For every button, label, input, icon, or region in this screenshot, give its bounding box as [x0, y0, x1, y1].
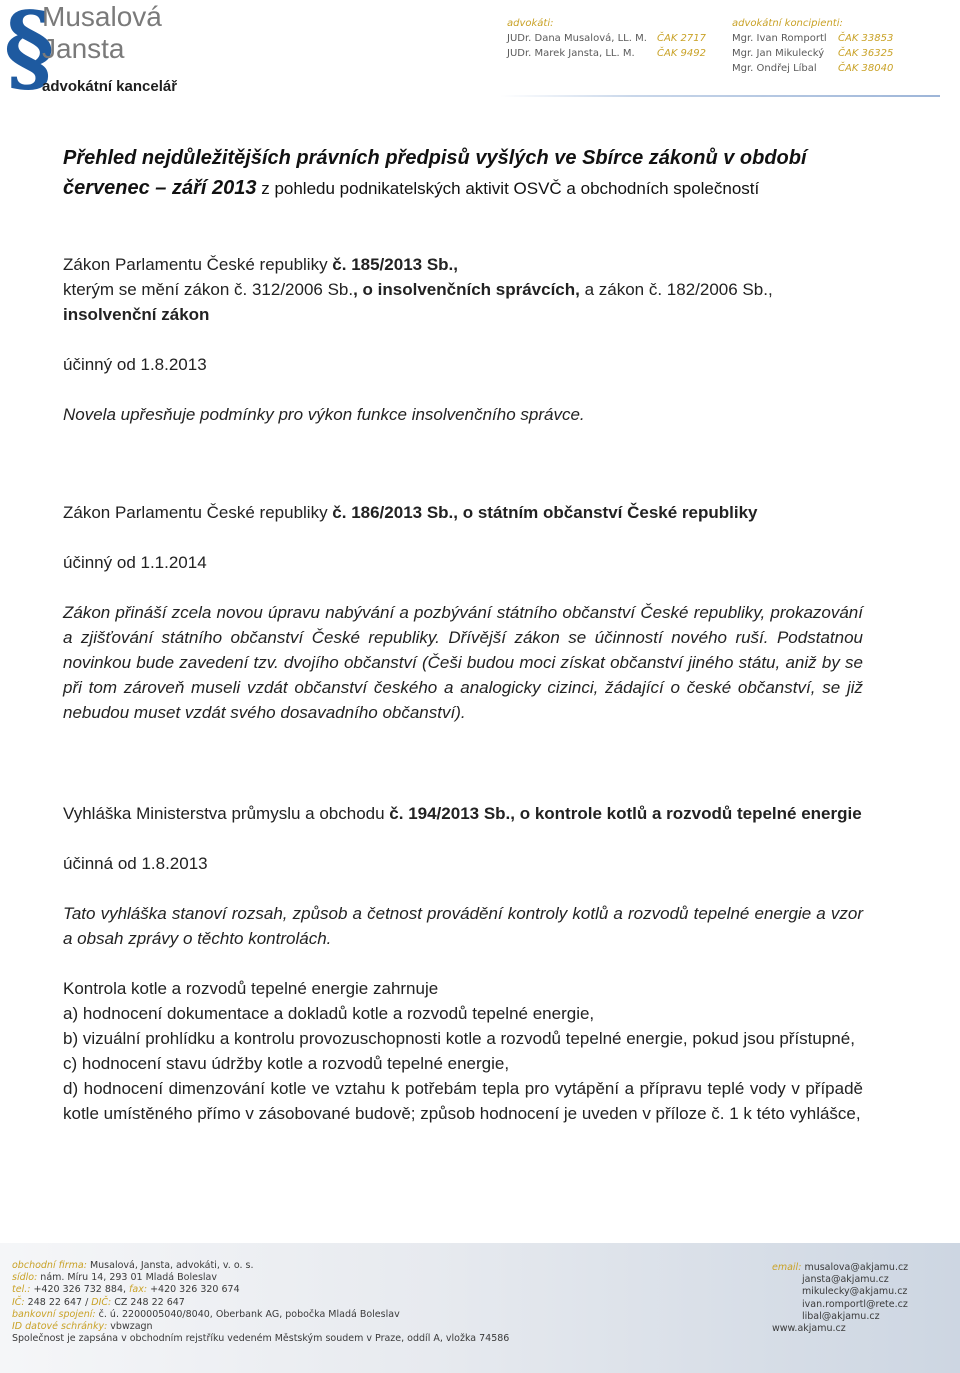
logo-subtitle: advokátní kancelář: [42, 78, 178, 95]
advocate-row: JUDr. Dana Musalová, LL. M. ČAK 2717: [507, 33, 707, 44]
footer-line: sídlo: nám. Míru 14, 293 01 Mladá Boleslav: [12, 1272, 217, 1284]
footer-line: Společnost je zapsána v obchodním rejstříku vedeném Městským soudem v Praze, oddíl A, vložka 74586: [12, 1333, 510, 1345]
trainee-row: Mgr. Ivan Romportl ČAK 33853: [732, 33, 894, 44]
email-link[interactable]: musalova@akjamu.cz: [804, 1262, 909, 1273]
trainee-row: Mgr. Ondřej Líbal ČAK 38040: [732, 63, 894, 74]
footer-email-row: [772, 1299, 908, 1311]
trainees-list: [732, 16, 942, 76]
website-link[interactable]: www.akjamu.cz: [772, 1323, 846, 1335]
advocates-label: advokáti:: [507, 18, 554, 29]
advocates-list: [507, 16, 717, 61]
list-item: a) hodnocení dokumentace a dokladů kotle a rozvodů tepelné energie,: [63, 1004, 595, 1023]
email-link[interactable]: mikulecky@akjamu.cz: [802, 1286, 908, 1298]
section-description: Novela upřesňuje podmínky pro výkon funkce insolvenčního správce.: [63, 405, 585, 424]
section-heading: Zákon Parlamentu České republiky č. 186/2013 Sb., o státním občanství České republiky: [63, 503, 758, 522]
firm-logo: [4, 0, 204, 104]
section-law-186: [63, 500, 863, 725]
footer-email-row: [772, 1286, 908, 1298]
list-item: d) hodnocení dimenzování kotle ve vztahu k potřebám tepla pro vytápění a přípravu teplé vody v případě kotle umístěného přímo v zásobované budově; způsob hodnocení je uveden v příloze č. 1 k této vyhlášce,: [63, 1079, 863, 1123]
effective-date: účinný od 1.1.2014: [63, 553, 207, 572]
footer-web-row: [772, 1323, 908, 1335]
email-link[interactable]: jansta@akjamu.cz: [802, 1274, 889, 1286]
footer-line: obchodní firma: Musalová, Jansta, advokáti, v. o. s.: [12, 1260, 254, 1271]
footer-line: tel.: +420 326 732 884, fax: +420 326 320 674: [12, 1284, 240, 1296]
trainees-label: advokátní koncipienti:: [732, 18, 843, 29]
document-title: [63, 143, 863, 204]
advocate-row: JUDr. Marek Jansta, LL. M. ČAK 9492: [507, 48, 707, 59]
footer-email-row: [772, 1311, 908, 1323]
section-description: Zákon přináší zcela novou úpravu nabývání a pozbývání státního občanství České republiky, prokazování a zjišťování státního občanství České republiky. Dřívější zákon se účinností nového ruší. Podstatnou novinkou bude zavedení tzv. dvojího občanství (Češi budou moci získat občanství jiného státu, aniž by se při tom zároveň museli vzdát občanství českého a analogicky cizinci, žádající o české občanství, se již nebudou muset vzdát svého dosavadního občanství).: [63, 603, 863, 722]
title-line1: Přehled nejdůležitějších právních předpisů vyšlých ve Sbírce zákonů v období: [63, 147, 807, 169]
list-item: b) vizuální prohlídku a kontrolu provozuschopnosti kotle a rozvodů tepelné energie, pokud jsou přístupné,: [63, 1029, 855, 1048]
footer-contacts: [772, 1262, 908, 1335]
footer-line: ID datové schránky: vbwzagn: [12, 1321, 153, 1333]
section-heading-cont: insolvenční zákon: [63, 305, 210, 324]
section-description: Tato vyhláška stanoví rozsah, způsob a četnost provádění kontroly kotlů a rozvodů tepelné energie a vzor a obsah zprávy o těchto kontrolách.: [63, 904, 863, 948]
section-heading-cont: kterým se mění zákon č. 312/2006 Sb., o insolvenčních správcích, a zákon č. 182/2006 Sb.,: [63, 280, 773, 299]
section-heading: Vyhláška Ministerstva průmyslu a obchodu č. 194/2013 Sb., o kontrole kotlů a rozvodů tepelné energie: [63, 804, 862, 823]
logo-line2: Jansta: [42, 33, 125, 64]
logo-line1: Musalová: [42, 1, 162, 32]
effective-date: účinný od 1.8.2013: [63, 355, 207, 374]
title-line2: červenec – září 2013 z pohledu podnikatelských aktivit OSVČ a obchodních společností: [63, 177, 760, 199]
list-intro: Kontrola kotle a rozvodů tepelné energie zahrnuje: [63, 979, 439, 998]
footer-line: bankovní spojení: č. ú. 2200005040/8040, Oberbank AG, pobočka Mladá Boleslav: [12, 1308, 400, 1320]
footer-company-info: [12, 1260, 509, 1345]
section-law-185: [63, 252, 863, 427]
email-link[interactable]: ivan.romportl@rete.cz: [802, 1298, 908, 1310]
section-heading: Zákon Parlamentu České republiky č. 185/2013 Sb.,: [63, 255, 459, 274]
section-decree-194: [63, 801, 863, 1126]
effective-date: účinná od 1.8.2013: [63, 854, 208, 873]
email-link[interactable]: libal@akjamu.cz: [802, 1310, 880, 1322]
list-item: c) hodnocení stavu údržby kotle a rozvodů tepelné energie,: [63, 1054, 510, 1073]
footer-line: IČ: 248 22 647 / DIČ: CZ 248 22 647: [12, 1296, 185, 1308]
header-divider: [500, 95, 940, 97]
footer-email-row: email: musalova@akjamu.cz: [772, 1262, 909, 1273]
trainee-row: Mgr. Jan Mikulecký ČAK 36325: [732, 48, 894, 59]
logo-section-sign-icon: §: [4, 0, 55, 104]
footer-email-row: [772, 1274, 908, 1286]
